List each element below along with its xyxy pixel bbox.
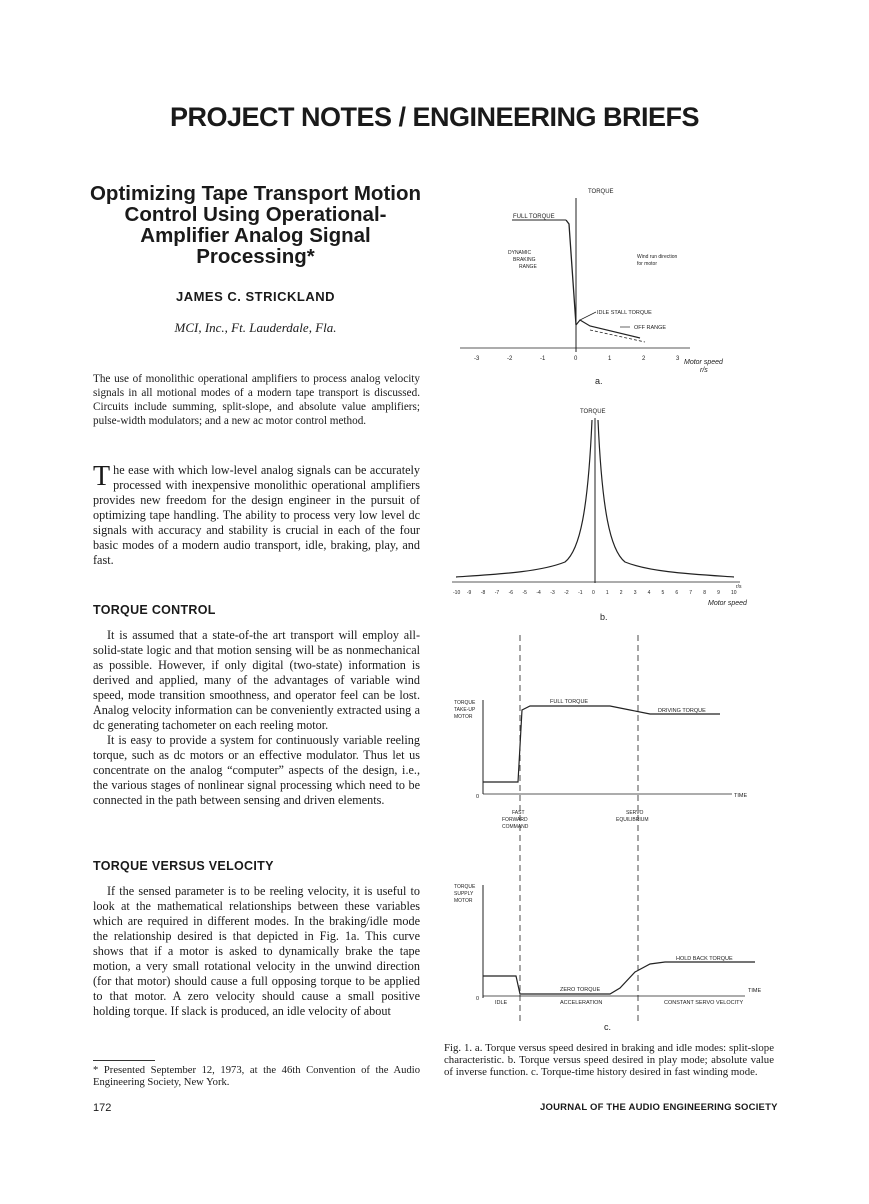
fig1c-bottom-zero: 0 [476, 996, 480, 1002]
fig1b-ticks [453, 590, 737, 596]
figure-1a [440, 180, 770, 390]
fig1a-dynamic-label: RANGE [519, 264, 537, 270]
fig1b-tick: 8 [703, 590, 706, 596]
fig1c-bottom-curve [483, 962, 755, 994]
fig1a-xlabel: r/s [700, 367, 708, 374]
figure-caption: Fig. 1. a. Torque versus speed desired in braking and idle modes: split-slope characteristic. b. Torque versus speed desired in play mode; absolute value of inverse function. c. Torque-time history desired in fast winding mode. [444, 1042, 774, 1078]
abstract: The use of monolithic operational amplifiers to process analog velocity signals in all motional modes of a modern tape transport is discussed. Circuits include summing, split-slope, and absolute value amplifiers; pulse-width modulators; and a new ac motor control method. [93, 373, 420, 427]
fig1c-full-torque-label: FULL TORQUE [550, 699, 589, 705]
fig1c-bottom-ylabel: TORQUE [454, 884, 476, 890]
fig1b-tick: 1 [605, 590, 609, 596]
fig1b-tick: 6 [675, 590, 679, 596]
fig1a-dynamic-label: DYNAMIC [508, 250, 532, 256]
page-number: 172 [93, 1102, 112, 1114]
fig1b-tick: 3 [633, 590, 637, 596]
body-paragraph: It is easy to provide a system for continuously variable reeling torque, such as dc motors or an effective modulator. Thus let us concentrate on the analog “computer” aspects of the design, i.e., the various stages of nonlinear signal processing which need to be connected in the path between sensing and driven elements. [93, 733, 420, 807]
fig1c-fast-forward-label: FAST [512, 810, 525, 816]
fig1b-tick: 4 [647, 590, 651, 596]
intro-paragraph [93, 463, 420, 568]
fig1a-tick: -2 [507, 356, 513, 362]
fig1a-ylabel: TORQUE [588, 189, 614, 195]
fig1b-tick: -10 [453, 590, 461, 596]
fig1c-hold-back-label: HOLD BACK TORQUE [676, 956, 733, 962]
section-heading: TORQUE VERSUS VELOCITY [93, 859, 274, 873]
title-line: Control Using Operational- [124, 203, 387, 226]
author-affiliation: MCI, Inc., Ft. Lauderdale, Fla. [174, 320, 337, 335]
fig1b-curve-left [456, 420, 592, 577]
fig1b-tick: 5 [661, 590, 665, 596]
fig1b-tick: -2 [564, 590, 569, 596]
fig1c-zero-torque-label: ZERO TORQUE [560, 987, 601, 993]
fig1a-idle-curve [576, 320, 640, 338]
fig1b-tick: -5 [522, 590, 527, 596]
section-heading: TORQUE CONTROL [93, 603, 216, 617]
journal-name: JOURNAL OF THE AUDIO ENGINEERING SOCIETY [540, 1102, 778, 1113]
section-header: PROJECT NOTES / ENGINEERING BRIEFS [169, 102, 700, 132]
fig1b-tick: -8 [480, 590, 486, 596]
fig1c-bottom-ylabel: SUPPLY [454, 891, 474, 897]
fig1b-ylabel: TORQUE [580, 409, 606, 415]
author-name: JAMES C. STRICKLAND [175, 289, 335, 304]
footnote-rule [93, 1060, 155, 1061]
fig1b-tick: -7 [494, 590, 500, 596]
fig1c-top-ylabel: TORQUE [454, 700, 476, 706]
fig1c-bottom-ylabel: MOTOR [454, 898, 473, 904]
title-line: Amplifier Analog Signal [140, 224, 371, 247]
fig1c-idle-label: IDLE [495, 1000, 508, 1006]
fig1a-off-range-line [590, 330, 645, 342]
intro-text: he ease with which low-level analog signals can be accurately processed with inexpensive monolithic operational amplifiers provides new freedom for the design engineer in the pursuit of optimizing tape handling. The ability to process very low level dc signals with accuracy and stability is crucial in each of the four basic modes of a modern audio transport, idle, braking, play, and fast. [93, 463, 420, 567]
fig1c-servo-label: SERVO [626, 810, 644, 816]
fig1a-braking-curve [566, 220, 576, 325]
fig1c-acceleration-label: ACCELERATION [560, 1000, 603, 1006]
section-body [93, 628, 420, 808]
title-line: Processing* [196, 245, 315, 268]
fig1c-top-ylabel: TAKE-UP [454, 707, 476, 713]
title-line: Optimizing Tape Transport Motion [89, 182, 422, 205]
fig1b-tick: 10 [731, 590, 737, 596]
fig1a-idle-stall-label: IDLE STALL TORQUE [597, 310, 652, 316]
fig1b-units: r/s [736, 584, 742, 590]
footnote: * Presented September 12, 1973, at the 46th Convention of the Audio Engineering Society, New York. [93, 1065, 420, 1088]
figure-1c [440, 630, 770, 1040]
fig1c-panel-label: c. [604, 1022, 612, 1032]
body-paragraph: If the sensed parameter is to be reeling velocity, it is useful to look at the mathematical relationships between these variables which are required in different modes. In the braking/idle mode the relationship desired is that depicted in Fig. 1a. This curve shows that if a motor is asked to dynamically brake the tape motion, a very small rotational velocity in the unwind direction (for that motor) should cause a full opposing torque to be applied to that motor. A zero velocity should cause a small positive holding torque. If slack is produced, an idle velocity of about [93, 884, 420, 1018]
fig1b-curve-right [598, 420, 734, 577]
fig1c-top-ylabel: MOTOR [454, 714, 473, 720]
fig1c-top-curve [483, 706, 720, 782]
fig1c-servo-label: EQUILIBRIUM [616, 817, 649, 823]
fig1b-tick: -1 [578, 590, 583, 596]
fig1a-tick: -1 [540, 356, 546, 362]
fig1a-leader [580, 312, 596, 320]
fig1c-fast-forward-label: COMMAND [502, 824, 529, 830]
fig1c-fast-forward-label: FORWARD [502, 817, 528, 823]
fig1b-tick: 2 [619, 590, 623, 596]
fig1b-panel-label: b. [600, 612, 608, 622]
fig1a-tick: 0 [574, 356, 578, 362]
fig1b-tick: 7 [689, 590, 693, 596]
fig1b-xlabel: Motor speed [708, 600, 747, 607]
fig1a-xlabel: Motor speed [684, 359, 723, 366]
fig1b-tick: -3 [550, 590, 555, 596]
fig1c-constant-servo-label: CONSTANT SERVO VELOCITY [664, 1000, 744, 1006]
fig1b-tick: -6 [508, 590, 514, 596]
fig1a-wind-label: for motor [637, 261, 658, 267]
body-paragraph: It is assumed that a state-of-the art transport will employ all-solid-state logic and that motion sensing will be as nonmechanical as possible. However, if only digital (two-state) information is derived and applied, many of the advantages of variable wind speed, mode transition smoothness, and operator feel can be lost. Analog velocity information can be conveniently extracted using a dc generating tachometer on each reeling motor. [93, 628, 420, 732]
figure-1b [440, 400, 770, 625]
fig1a-wind-label: Wind run direction [637, 254, 678, 260]
fig1c-bottom-time: TIME [748, 988, 762, 994]
fig1a-tick: 3 [676, 356, 680, 362]
fig1a-tick: 1 [608, 356, 612, 362]
fig1b-tick: -4 [536, 590, 541, 596]
fig1b-tick: 9 [717, 590, 720, 596]
fig1a-panel-label: a. [595, 376, 603, 386]
fig1a-tick: 2 [642, 356, 646, 362]
article-title [88, 183, 423, 267]
fig1a-dynamic-label: BRAKING [513, 257, 536, 263]
fig1a-off-range-label: OFF RANGE [634, 325, 667, 331]
drop-cap: T [93, 461, 111, 492]
fig1c-top-time: TIME [734, 793, 748, 799]
fig1b-tick: 0 [592, 590, 595, 596]
fig1c-top-zero: 0 [476, 794, 480, 800]
fig1b-tick: -9 [466, 590, 472, 596]
fig1a-tick: -3 [474, 356, 480, 362]
fig1c-driving-torque-label: DRIVING TORQUE [658, 708, 706, 714]
fig1a-full-torque-label: FULL TORQUE [513, 214, 555, 220]
section-body [93, 884, 420, 1019]
